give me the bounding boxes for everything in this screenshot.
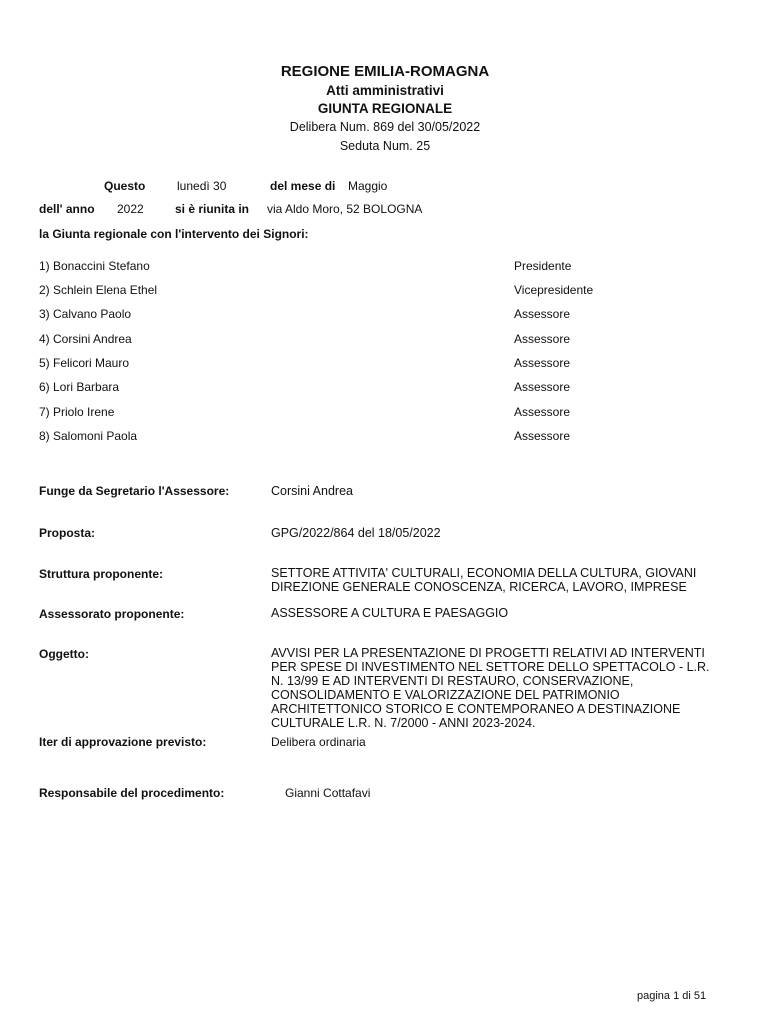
- member-role: Assessore: [514, 356, 571, 370]
- member-name: 1) Bonaccini Stefano: [39, 259, 150, 273]
- year-value: 2022: [117, 202, 144, 216]
- member-role: Assessore: [514, 380, 571, 394]
- member-name: 2) Schlein Elena Ethel: [39, 283, 158, 297]
- struttura-value: SETTORE ATTIVITA' CULTURALI, ECONOMIA DELLA CULTURA, GIOVANI DIREZIONE GENERALE CONOSCENZA, RICERCA, LAVORO, IMPRESE: [271, 566, 697, 594]
- member-name: 8) Salomoni Paola: [39, 429, 138, 443]
- member-name: 7) Priolo Irene: [39, 405, 115, 419]
- member-role: Assessore: [514, 307, 571, 321]
- member-role: Assessore: [514, 429, 571, 443]
- members-intro: la Giunta regionale con l'intervento dei Signori:: [39, 227, 309, 241]
- oggetto-label: Oggetto:: [39, 647, 89, 661]
- delibera-number: Delibera Num. 869 del 30/05/2022: [289, 120, 481, 134]
- member-name: 4) Corsini Andrea: [39, 332, 132, 346]
- struttura-label: Struttura proponente:: [39, 567, 163, 581]
- iter-label: Iter di approvazione previsto:: [39, 735, 207, 749]
- assessorato-value: ASSESSORE A CULTURA E PAESAGGIO: [271, 606, 509, 620]
- assessorato-label: Assessorato proponente:: [39, 607, 185, 621]
- section-title: Atti amministrativi: [326, 83, 444, 98]
- page-number: pagina 1 di 51: [637, 990, 707, 1002]
- proposta-value: GPG/2022/864 del 18/05/2022: [271, 526, 441, 540]
- place-label: si è riunita in: [175, 202, 250, 216]
- body-title: GIUNTA REGIONALE: [317, 101, 453, 116]
- month-value: Maggio: [348, 179, 388, 193]
- member-name: 5) Felicori Mauro: [39, 356, 130, 370]
- questo-label: Questo: [104, 179, 146, 193]
- month-label: del mese di: [270, 179, 336, 193]
- member-name: 3) Calvano Paolo: [39, 307, 132, 321]
- member-role: Presidente: [514, 259, 572, 273]
- proposta-label: Proposta:: [39, 526, 96, 540]
- member-role: Vicepresidente: [514, 283, 594, 297]
- member-name: 6) Lori Barbara: [39, 380, 120, 394]
- member-role: Assessore: [514, 405, 571, 419]
- segretario-value: Corsini Andrea: [271, 484, 353, 498]
- responsabile-value: Gianni Cottafavi: [285, 786, 371, 800]
- seduta-number: Seduta Num. 25: [339, 139, 431, 153]
- segretario-label: Funge da Segretario l'Assessore:: [39, 484, 230, 498]
- iter-value: Delibera ordinaria: [271, 735, 366, 749]
- place-value: via Aldo Moro, 52 BOLOGNA: [267, 202, 423, 216]
- day-value: lunedì 30: [177, 179, 227, 193]
- member-role: Assessore: [514, 332, 571, 346]
- responsabile-label: Responsabile del procedimento:: [39, 786, 225, 800]
- year-label: dell' anno: [39, 202, 95, 216]
- oggetto-value: AVVISI PER LA PRESENTAZIONE DI PROGETTI RELATIVI AD INTERVENTI PER SPESE DI INVESTIMENTO NEL SETTORE DELLO SPETTACOLO - L.R. N. 13/99 E AD INTERVENTI DI RESTAURO, CONSERVAZIONE, CONSOLIDAMENTO E VALORIZZAZIONE DEL PATRIMONIO ARCHITETTONICO STORICO E CONTEMPORANEO A DESTINAZIONE CULTURALE L.R. N. 7/2000 - ANNI 2023-2024.: [271, 646, 710, 730]
- region-title: REGIONE EMILIA-ROMAGNA: [280, 63, 490, 80]
